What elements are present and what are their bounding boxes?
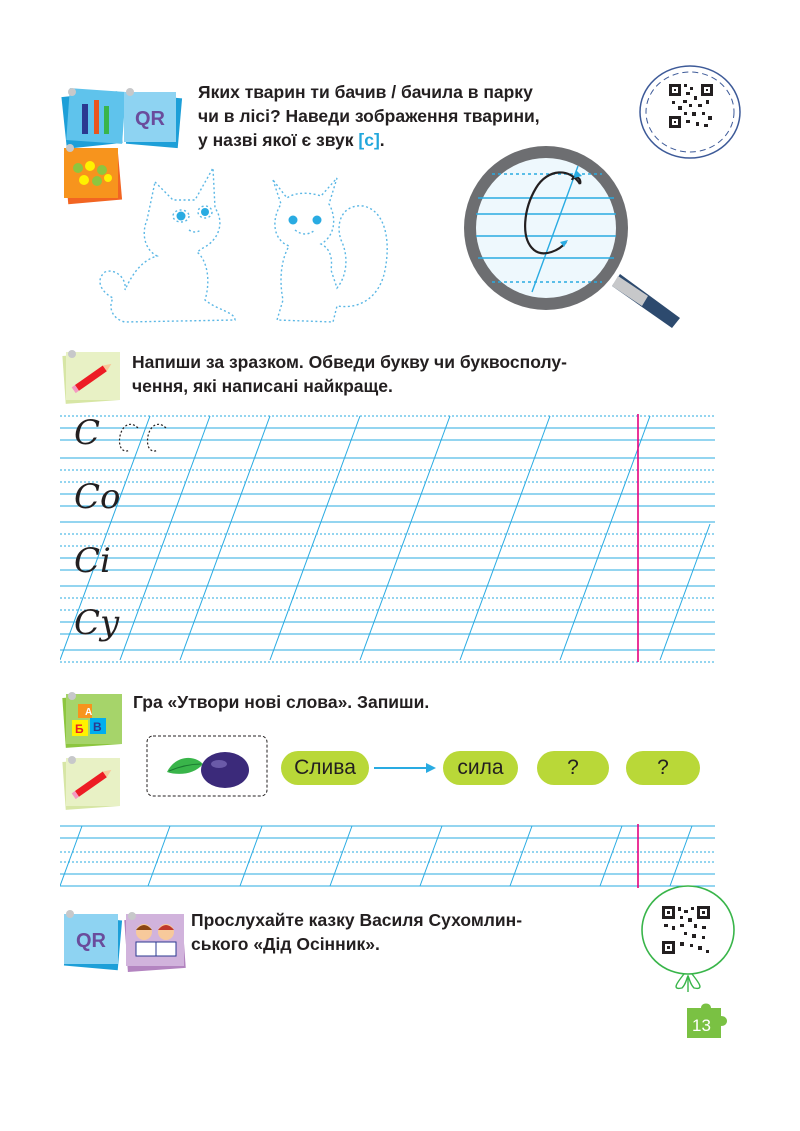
svg-text:А: А <box>85 707 93 718</box>
task2-line-2: чення, які написані найкраще. <box>132 376 393 396</box>
magnifier-lens <box>476 158 616 298</box>
word-pill-3[interactable]: ? <box>537 751 609 785</box>
balloon-ribbon <box>676 974 700 992</box>
squirrel-eyes <box>289 216 322 225</box>
task1-instruction <box>198 80 618 152</box>
word-pill-4[interactable]: ? <box>626 751 700 785</box>
copybook-sample-3: Сі <box>74 541 111 581</box>
copybook-sample-1: С <box>74 413 101 453</box>
fox-outline <box>100 168 235 322</box>
slant-lines <box>60 413 710 660</box>
copybook-lines-2 <box>60 822 715 888</box>
copybook-sample-4: Су <box>74 603 120 643</box>
copybook-lines-1 <box>60 412 715 664</box>
arrow-right-icon <box>372 758 438 778</box>
task1-line-2: чи в лісі? Наведи зображення тварини, <box>198 106 540 126</box>
squirrel-outline <box>273 178 387 322</box>
qr-code-badge-bottom[interactable] <box>634 880 744 1000</box>
slant-lines-2 <box>60 826 692 886</box>
sound-highlight: [с] <box>358 130 380 150</box>
task-icons-group-4 <box>60 908 190 978</box>
plum-icon <box>167 752 249 788</box>
qr-code-icon <box>669 84 713 128</box>
task1-line-3: у назві якої є звук [с]. <box>198 130 385 150</box>
task4-instruction <box>191 908 623 956</box>
ruling-lines <box>60 413 715 662</box>
reading-children-icon <box>124 912 185 972</box>
svg-text:QR: QR <box>135 108 165 130</box>
word-pill-2: сила <box>443 751 518 785</box>
task4-line-2: ського «Дід Осінник». <box>191 934 380 954</box>
magnifier-illustration <box>452 146 697 331</box>
pencil-task-icon <box>60 348 125 408</box>
magnifier-handle <box>612 274 680 328</box>
plum-picture <box>145 734 270 800</box>
dotted-animals-illustration <box>85 160 415 340</box>
task1-line-1: Яких тварин ти бачив / бачила в парку <box>198 82 533 102</box>
task2-instruction <box>132 350 712 398</box>
qr-icon <box>124 88 182 148</box>
copybook-sample-2: Со <box>74 477 121 517</box>
letter-cubes-icon <box>62 692 122 748</box>
task-icons-group-3 <box>60 690 130 820</box>
task3-instruction: Гра «Утвори нові слова». Запиши. <box>133 692 430 712</box>
pencil-task-icon-2 <box>62 756 120 810</box>
qr-icon-2 <box>64 910 122 970</box>
paint-tools-icon <box>61 88 125 149</box>
task4-line-1: Прослухайте казку Василя Сухомлин- <box>191 910 523 930</box>
task2-line-1: Напиши за зразком. Обведи букву чи буквосполу- <box>132 352 567 372</box>
svg-text:В: В <box>93 720 102 734</box>
svg-text:QR: QR <box>76 930 106 952</box>
ruling-lines-2 <box>60 826 715 886</box>
qr-code-icon-2 <box>662 906 710 954</box>
word-pill-1: Слива <box>281 751 369 785</box>
page-number: 13 <box>692 1016 711 1035</box>
svg-text:Б: Б <box>75 722 84 736</box>
